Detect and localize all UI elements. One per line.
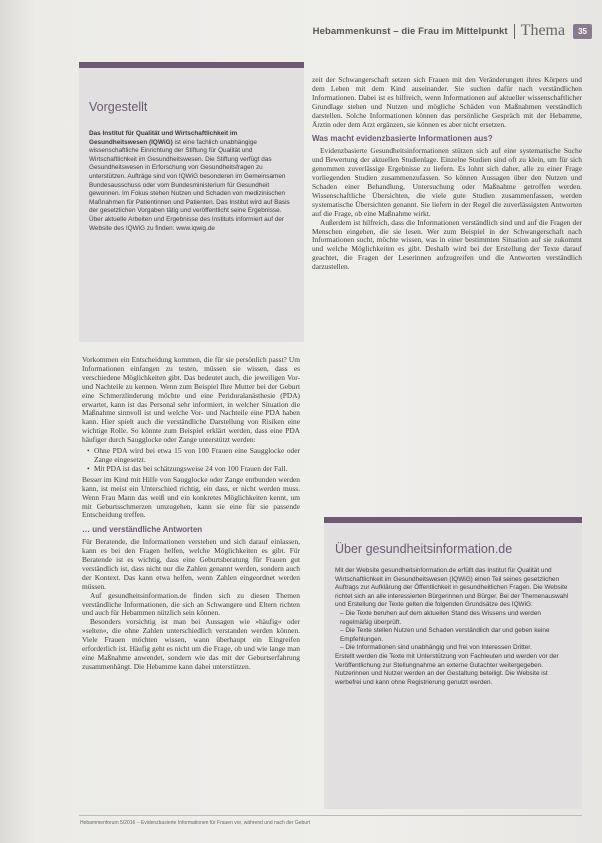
box-text: ist eine fachlich unabhängige wissenschaftliche Einrichtung der Stiftung für Qualität und Wirtschaftlichkeit im Gesundheitswesen. Die Stiftung verfügt das Gesundheitswesen in Erforschung von Gesundheitsfragen zu unterstützen. Aufträge sind von IQWiG besonderen im Gemeinsamen Bundesausschuss oder vom Bundesministerium für Gesundheit gewonnen. Im Fokus stehen Nutzen und Schaden von medizinischen Maßnahmen für Patientinnen und Patienten. Das Institut wird auf Basis der gesetzlichen Vorgaben tätig und veröffentlicht seine Ergebnisse. Über aktuelle Arbeiten und Ergebnisse des Instituts informiert auf der Website des IQWiG zu finden: www.iqwig.de — [89, 138, 290, 232]
list-item: – Die Texte stellen Nutzen und Schaden verständlich dar und geben keine Empfehlungen. — [340, 627, 550, 643]
paragraph: Evidenzbasierte Gesundheitsinformationen stützen sich auf eine systematische Suche und Bewertung der aktuellen Studienlage. Einzelne Studien sind oft zu klein, um für sich genommen zuverlässige Ergebnisse zu liefern. Es lohnt sich daher, alle zu einer Frage vorliegenden Studien zusammenzufassen. So können Aussagen über den Nutzen und Schaden einer Behandlung, Untersuchung oder Maßnahme getroffen werden. Wissenschaftliche Übersichten, die viele gute Studien zusammenfassen, werden systematische Übersichten genannt. Sie liefern in der Regel die zuverlässigsten Antworten auf die Frage, ob eine Maßnahme wirkt. — [312, 146, 582, 218]
info-box-vorgestellt — [79, 62, 304, 342]
box-body — [89, 130, 295, 233]
running-header — [313, 22, 592, 40]
right-text-column — [312, 76, 582, 272]
section-title: Hebammenkunst – die Frau im Mittelpunkt — [312, 25, 508, 37]
paragraph: Auf gesundheitsinformation.de finden sich zu diesen Themen verständliche Informationen, die sich an Schwangere und Eltern richten und auch für Hebammen nützlich sein können. — [82, 590, 300, 618]
paragraph: zeit der Schwangerschaft setzen sich Frauen mit den Veränderungen ihres Körpers und dem Leben mit dem Kind auseinander. Sie suchen dafür nach verständlichen Informationen. Dabei ist es hilfreich, wenn Informationen auf aktueller wissenschaftlicher Grundlage stehen und Nutzen und mögliche Schäden von Maßnahmen verständlich darstellen. Solche Informationen können das persönliche Gespräch mit der Hebamme, Ärztin oder dem Arzt ergänzen, sie können es aber nicht ersetzen. — [312, 75, 582, 129]
list-item: – Die Texte beruhen auf dem aktuellen Stand des Wissens und werden regelmäßig überprüft. — [340, 609, 541, 626]
list-item: – Die Informationen sind unabhängig und frei von Interessen Dritter. — [340, 644, 532, 652]
header-divider — [514, 24, 515, 39]
footer-rule — [79, 815, 582, 816]
list-item: • Ohne PDA wird bei etwa 15 von 100 Frauen eine Saugglocke oder Zange eingesetzt. — [94, 447, 300, 465]
page-footer: Hebammenforum 5/2016 – Evidenzbasierte Informationen für Frauen vor, während und nach der Geburt — [80, 820, 311, 826]
rubric-title: Thema — [520, 22, 566, 39]
left-text-column — [82, 356, 300, 672]
paragraph: Für Beratende, die Informationen verstehen und sich darauf einlassen, kann es bei den Fragen helfen, welche Möglichkeiten es gibt. Für Beratende ist es wichtig, dass eine Geburtsberatung für Frauen gut verständlich ist, dass nicht nur die Zahlen genannt werden, sondern auch der Kontext. Das kann etwa helfen, wenn Zahlen eingeordnet werden müssen. — [82, 537, 300, 591]
paragraph: Vorkommen ein Entscheidung kommen, die für sie persönlich passt? Um Informationen einfangen zu testen, müssen sie wissen, dass es verschiedene Möglichkeiten gibt. Das bedeutet auch, die jeweiligen Vor- und Nachteile zu kennen. Wenn zum Beispiel Ihre Mutter bei der Geburt eine Schmerzlinderung möchte und eine Periduralanästhesie (PDA) erwartet, kann ist das Personal sehr informiert, in welcher Situation die Maßnahme sinnvoll ist und welche Vor- und Nachteile eine PDA haben kann. Hier spielt auch die verständliche Darstellung von Risiken eine wichtige Rolle. So könnte zum Beispiel erklärt werden, dass eine PDA häufiger durch Saugglocke oder Zange unterstützt werden: — [82, 355, 300, 445]
paragraph: Besser im Kind mit Hilfe von Saugglocke oder Zange entbunden werden kann, ist meist ein Unterschied richtig, ein dass, er nicht werden muss. Wenn Frau Mann das weiß und ein konkretes Möglichkeiten kennt, um mit Geburtsschmerzen umzugehen, kann sie eine für sie passende Entscheidung treffen. — [82, 474, 300, 520]
paragraph: Außerdem ist hilfreich, dass die Informationen verständlich sind und auf die Fragen der Menschen eingehen, die sie lesen. Wer zum Beispiel in der Schwangerschaft nach Informationen sucht, möchte wissen, was in einer bestimmten Situation auf sie zukommt und welche Möglichkeiten es gibt. Deshalb wird bei der Erstellung der Texte darauf geachtet, die Fragen der Leserinnen aufzugreifen und die Antworten verständlich darzustellen. — [312, 217, 582, 272]
paragraph: Besonders vorsichtig ist man bei Aussagen wie »häufig« oder »selten«, die ohne Zahlen unterschiedlich verstanden werden können. Viele Frauen möchten wissen, wann überhaupt ein Eingreifen erforderlich ist. Häufig geht es nicht um die Frage, ob und wie lange man eine Maßnahme anwendet, sondern wie das mit der Geburtserfahrung zusammenhängt. Die Hebamme kann dabei unterstützen. — [82, 617, 300, 671]
box-outro: Erstellt werden die Texte mit Unterstützung von Fachleuten und werden vor der Veröffentlichung zur Stellungnahme an externe Gutachter weitergegeben. Nutzerinnen und Nutzer werden an der Gestaltung beteiligt. Die Website ist werbefrei und kann ohne Registrierung genutzt werden. — [335, 652, 559, 686]
box-accent-bar — [324, 517, 582, 523]
page-number: 35 — [573, 24, 592, 39]
info-box-gesundheitsinformation — [324, 517, 582, 809]
box-title: Vorgestellt — [89, 100, 148, 114]
box-title: Über gesundheitsinformation.de — [335, 542, 513, 556]
box-accent-bar — [79, 62, 304, 68]
subheading: … und verständliche Antworten — [82, 525, 203, 535]
box-intro: Mit der Website gesundheitsinformation.de erfüllt das Institut für Qualität und Wirtschaftlichkeit im Gesundheitswesen (IQWiG) einen Teil seines gesetzlichen Auftrags zur Aufklärung der Öffentlichkeit in gesundheitlichen Fragen. Die Website richtet sich an alle interessierten Bürgerinnen und Bürger. Bei der Themenauswahl und Erstellung der Texte gelten die folgenden Grundsätze des IQWiG: — [335, 567, 569, 609]
subheading: Was macht evidenzbasierte Informationen aus? — [312, 134, 493, 144]
box-lead: Das Institut für Qualität und Wirtschaftlichkeit im Gesundheitswesen (IQWiG) — [89, 130, 238, 146]
box-body — [335, 567, 573, 687]
list-item: • Mit PDA ist das bei schätzungsweise 24 von 100 Frauen der Fall. — [94, 465, 300, 474]
bullet-list — [82, 447, 300, 474]
